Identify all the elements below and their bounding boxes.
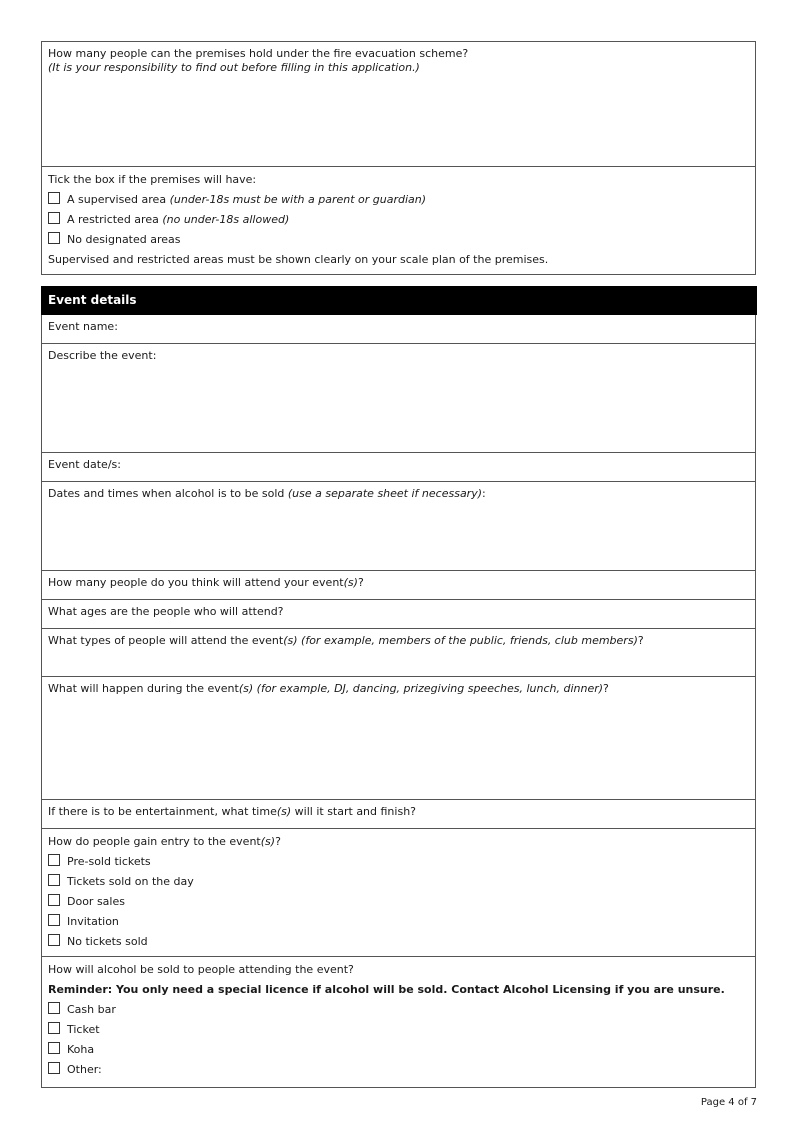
- checkbox-tickets-on-day[interactable]: [48, 872, 749, 892]
- checkbox-restricted-area[interactable]: [48, 210, 749, 230]
- option-label: A restricted area: [67, 213, 163, 226]
- checkbox-no-tickets[interactable]: [48, 932, 749, 952]
- field-note: (s): [260, 835, 276, 848]
- option-label: Invitation: [67, 915, 119, 928]
- checkbox-icon[interactable]: [48, 192, 60, 204]
- checkbox-icon[interactable]: [48, 1002, 60, 1014]
- checkbox-cash-bar[interactable]: [48, 1000, 749, 1020]
- alcohol-times-field[interactable]: [42, 481, 755, 570]
- field-label-end: ?: [357, 576, 364, 589]
- option-label: Other:: [67, 1063, 102, 1076]
- option-label: A supervised area: [67, 193, 170, 206]
- field-label: How many people do you think will attend your event: [48, 576, 344, 589]
- field-label-end: ?: [603, 682, 609, 695]
- checkbox-icon[interactable]: [48, 874, 60, 886]
- attendance-field[interactable]: [42, 570, 755, 599]
- capacity-field[interactable]: [42, 42, 755, 166]
- field-label: What types of people will attend the event: [48, 634, 284, 647]
- tick-intro: Tick the box if the premises will have:: [48, 173, 257, 186]
- field-label: Dates and times when alcohol is to be sold: [48, 487, 288, 500]
- event-dates-field[interactable]: [42, 452, 755, 481]
- entry-options: [42, 828, 755, 956]
- checkbox-door-sales[interactable]: [48, 892, 749, 912]
- area-options: [42, 166, 755, 275]
- checkbox-icon[interactable]: [48, 212, 60, 224]
- event-description-field[interactable]: [42, 343, 755, 452]
- option-label: Koha: [67, 1043, 95, 1056]
- option-label: Cash bar: [67, 1003, 116, 1016]
- premises-section: [41, 41, 756, 275]
- option-note: (no under-18s allowed): [162, 213, 290, 226]
- option-label: Pre-sold tickets: [67, 855, 151, 868]
- checkbox-koha[interactable]: [48, 1040, 749, 1060]
- checkbox-icon[interactable]: [48, 1062, 60, 1074]
- field-label: Describe the event:: [48, 349, 157, 362]
- option-label: Tickets sold on the day: [67, 875, 194, 888]
- entertainment-times-field[interactable]: [42, 799, 755, 828]
- checkbox-icon[interactable]: [48, 1022, 60, 1034]
- field-label: How will alcohol be sold to people attending the event?: [48, 963, 354, 976]
- option-label: Door sales: [67, 895, 125, 908]
- attendee-types-field[interactable]: [42, 628, 755, 676]
- checkbox-icon[interactable]: [48, 894, 60, 906]
- option-note: (under-18s must be with a parent or guardian): [169, 193, 427, 206]
- option-label: No designated areas: [67, 233, 181, 246]
- alcohol-sale-options: [42, 956, 755, 1087]
- checkbox-no-designated-areas[interactable]: [48, 230, 749, 250]
- field-label: What ages are the people who will attend?: [48, 605, 284, 618]
- field-label-end: will it start and finish?: [291, 805, 417, 818]
- capacity-note: (It is your responsibility to find out before filling in this application.): [48, 61, 420, 74]
- option-label: Ticket: [67, 1023, 100, 1036]
- event-activities-field[interactable]: [42, 676, 755, 799]
- field-note: (s) (for example, DJ, dancing, prizegiving speeches, lunch, dinner): [238, 682, 604, 695]
- field-note: (s): [276, 805, 292, 818]
- checkbox-icon[interactable]: [48, 934, 60, 946]
- checkbox-icon[interactable]: [48, 1042, 60, 1054]
- page-number: Page 4 of 7: [700, 1097, 757, 1108]
- checkbox-pre-sold-tickets[interactable]: [48, 852, 749, 872]
- field-label: What will happen during the event: [48, 682, 239, 695]
- field-note: (s): [343, 576, 358, 589]
- field-label-end: ?: [637, 634, 644, 647]
- checkbox-invitation[interactable]: [48, 912, 749, 932]
- checkbox-icon[interactable]: [48, 854, 60, 866]
- field-label-end: :: [482, 487, 486, 500]
- field-label: If there is to be entertainment, what time: [48, 805, 277, 818]
- section-header-event-details: Event details: [41, 286, 757, 315]
- event-name-field[interactable]: [42, 315, 755, 343]
- reminder-text: Reminder: You only need a special licence if alcohol will be sold. Contact Alcohol Licensing if you are unsure.: [48, 983, 725, 996]
- option-label: No tickets sold: [67, 935, 148, 948]
- field-label: How do people gain entry to the event: [48, 835, 261, 848]
- checkbox-ticket[interactable]: [48, 1020, 749, 1040]
- checkbox-icon[interactable]: [48, 232, 60, 244]
- checkbox-other[interactable]: [48, 1060, 749, 1080]
- checkbox-supervised-area[interactable]: [48, 190, 749, 210]
- field-note: (use a separate sheet if necessary): [287, 487, 483, 500]
- field-label: Event name:: [48, 320, 118, 333]
- field-note: (s) (for example, members of the public, friends, club members): [283, 634, 638, 647]
- capacity-question: How many people can the premises hold under the fire evacuation scheme?: [48, 47, 469, 60]
- field-label: Event date/s:: [48, 458, 121, 471]
- areas-footer: Supervised and restricted areas must be shown clearly on your scale plan of the premises.: [48, 253, 549, 266]
- event-section: [41, 315, 756, 1088]
- ages-field[interactable]: [42, 599, 755, 628]
- checkbox-icon[interactable]: [48, 914, 60, 926]
- field-label-end: ?: [275, 835, 281, 848]
